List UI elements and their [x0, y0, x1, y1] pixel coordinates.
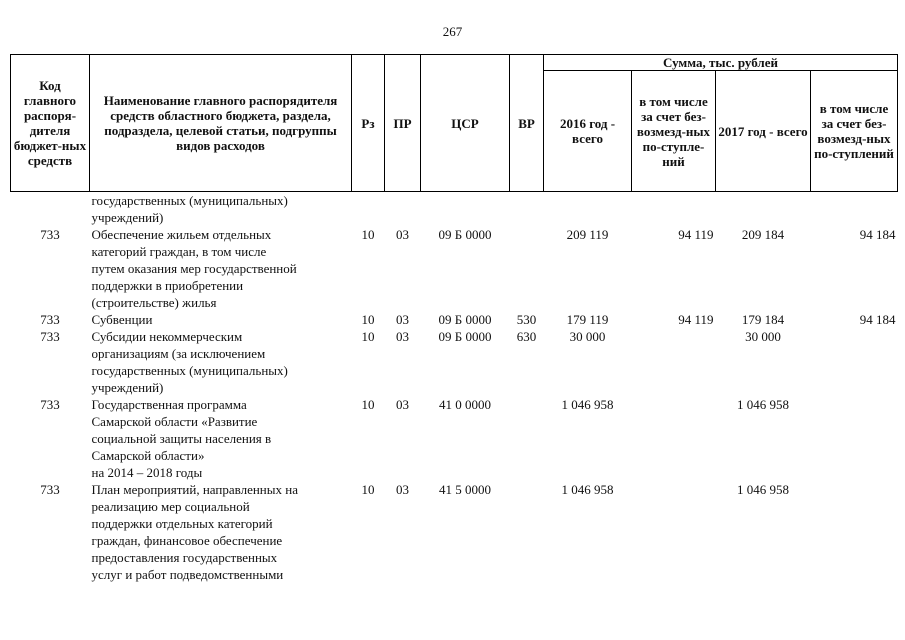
cell-vr: 630: [516, 329, 537, 344]
cell-rz: [352, 192, 385, 227]
header-pr: ПР: [385, 55, 421, 192]
cell-rz: 10: [361, 312, 375, 327]
cell-rz: 10: [361, 329, 375, 344]
cell-csr: 09 Б 0000: [438, 227, 492, 242]
name-line: Обеспечение жильем отдельных: [91, 227, 272, 242]
name-line: услуг и работ подведомственными: [91, 567, 284, 582]
cell-pr: 03: [396, 312, 409, 327]
name-line: Субсидии некоммерческим: [91, 329, 243, 344]
cell-code: 733: [40, 482, 60, 497]
name-line: учреждений): [91, 380, 164, 395]
cell-sum-2016-free: [632, 328, 716, 396]
cell-vr: 530: [516, 312, 537, 327]
cell-sum-2016-total: 209 119: [566, 227, 609, 242]
cell-sum-2016-total: 1 046 958: [561, 482, 614, 497]
cell-sum-2016-free: [632, 481, 716, 583]
cell-pr: 03: [396, 227, 409, 242]
cell-sum-2017-free: [811, 192, 898, 227]
cell-sum-2017-total: 1 046 958: [737, 397, 789, 412]
name-line: Самарской области «Развитие: [91, 414, 258, 429]
cell-sum-2017-free: [811, 328, 898, 396]
name-line: государственных (муниципальных): [91, 363, 288, 378]
name-line: План мероприятий, направленных на: [91, 482, 298, 497]
name-line: на 2014 – 2018 годы: [91, 465, 203, 480]
name-line: поддержки отдельных категорий: [91, 516, 273, 531]
table-body: [11, 192, 898, 584]
cell-sum-2017-total: 30 000: [745, 329, 781, 344]
table-row: [11, 328, 898, 396]
name-line: Государственная программа: [91, 397, 247, 412]
name-line: организациям (за исключением: [91, 346, 266, 361]
cell-csr: 41 5 0000: [439, 482, 491, 497]
header-sum-2016-total: 2016 год - всего: [544, 71, 632, 192]
cell-sum-2017-free: [811, 396, 898, 481]
cell-rz: 10: [361, 482, 375, 497]
cell-code: [11, 192, 90, 227]
cell-sum-2016-free: [632, 192, 716, 227]
name-line: предоставления государственных: [91, 550, 278, 565]
name-line: государственных (муниципальных): [91, 193, 288, 208]
cell-name: [90, 192, 352, 227]
name-line: категорий граждан, в том числе: [91, 244, 267, 259]
cell-vr: [510, 226, 544, 311]
cell-vr: [510, 396, 544, 481]
cell-sum-2016-total: 179 119: [566, 312, 609, 327]
cell-sum-2017-free: [811, 481, 898, 583]
cell-name: [90, 226, 352, 311]
name-line: путем оказания мер государственной: [91, 261, 297, 276]
page-number: 267: [442, 24, 463, 39]
header-code: Код главного распоря-дителя бюджет-ных средств: [11, 55, 90, 192]
cell-rz: 10: [361, 397, 375, 412]
cell-sum-2016-free: 94 119: [678, 227, 714, 242]
table-row: [11, 226, 898, 311]
table-row: [11, 481, 898, 583]
table-row: [11, 396, 898, 481]
header-sum-2016-free: в том числе за счет без-возмезд-ных по-ступле-ний: [632, 71, 716, 192]
budget-table: [10, 54, 898, 583]
header-sum-group: Сумма, тыс. рублей: [544, 55, 898, 71]
header-sum-2017-free: в том числе за счет без-возмезд-ных по-ступлений: [811, 71, 898, 192]
cell-pr: 03: [396, 329, 409, 344]
name-line: граждан, финансовое обеспечение: [91, 533, 283, 548]
name-line: учреждений): [91, 210, 164, 225]
cell-name: [90, 481, 352, 583]
header-vr: ВР: [510, 55, 544, 192]
cell-pr: 03: [396, 482, 409, 497]
table-row: [11, 311, 898, 328]
name-line: Самарской области»: [91, 448, 205, 463]
cell-csr: 09 Б 0000: [438, 329, 492, 344]
name-line: реализацию мер социальной: [91, 499, 250, 514]
cell-sum-2017-total: 1 046 958: [737, 482, 789, 497]
cell-pr: 03: [396, 397, 409, 412]
name-line: Субвенции: [91, 312, 153, 327]
cell-sum-2017-total: 179 184: [741, 312, 785, 327]
cell-sum-2017-total: 209 184: [741, 227, 785, 242]
cell-sum-2017-free: 94 184: [859, 312, 896, 327]
cell-sum-2016-free: [632, 396, 716, 481]
cell-sum-2016-total: [544, 192, 632, 227]
cell-pr: [385, 192, 421, 227]
cell-sum-2016-free: 94 119: [678, 312, 714, 327]
name-line: (строительстве) жилья: [91, 295, 217, 310]
cell-csr: 09 Б 0000: [438, 312, 492, 327]
cell-sum-2016-total: 1 046 958: [561, 397, 614, 412]
header-row-top: [11, 55, 898, 71]
cell-rz: 10: [361, 227, 375, 242]
cell-csr: 41 0 0000: [439, 397, 491, 412]
cell-code: 733: [40, 312, 60, 327]
cell-vr: [510, 481, 544, 583]
header-name: Наименование главного распорядителя средств областного бюджета, раздела, подраздела, целевой статьи, подгруппы видов расходов: [90, 55, 352, 192]
cell-name: [90, 328, 352, 396]
cell-name: [90, 396, 352, 481]
name-line: социальной защиты населения в: [91, 431, 272, 446]
header-sum-2017-total: 2017 год - всего: [716, 71, 811, 192]
name-line: поддержки в приобретении: [91, 278, 244, 293]
cell-sum-2017-free: 94 184: [859, 227, 896, 242]
cell-vr: [510, 192, 544, 227]
cell-name: [90, 311, 352, 328]
cell-sum-2017-total: [716, 192, 811, 227]
cell-code: 733: [40, 397, 60, 412]
header-csr: ЦСР: [421, 55, 510, 192]
cell-code: 733: [40, 329, 60, 344]
table-row: [11, 192, 898, 227]
header-rz: Рз: [352, 55, 385, 192]
cell-csr: [421, 192, 510, 227]
cell-sum-2016-total: 30 000: [569, 329, 606, 344]
cell-code: 733: [40, 227, 60, 242]
